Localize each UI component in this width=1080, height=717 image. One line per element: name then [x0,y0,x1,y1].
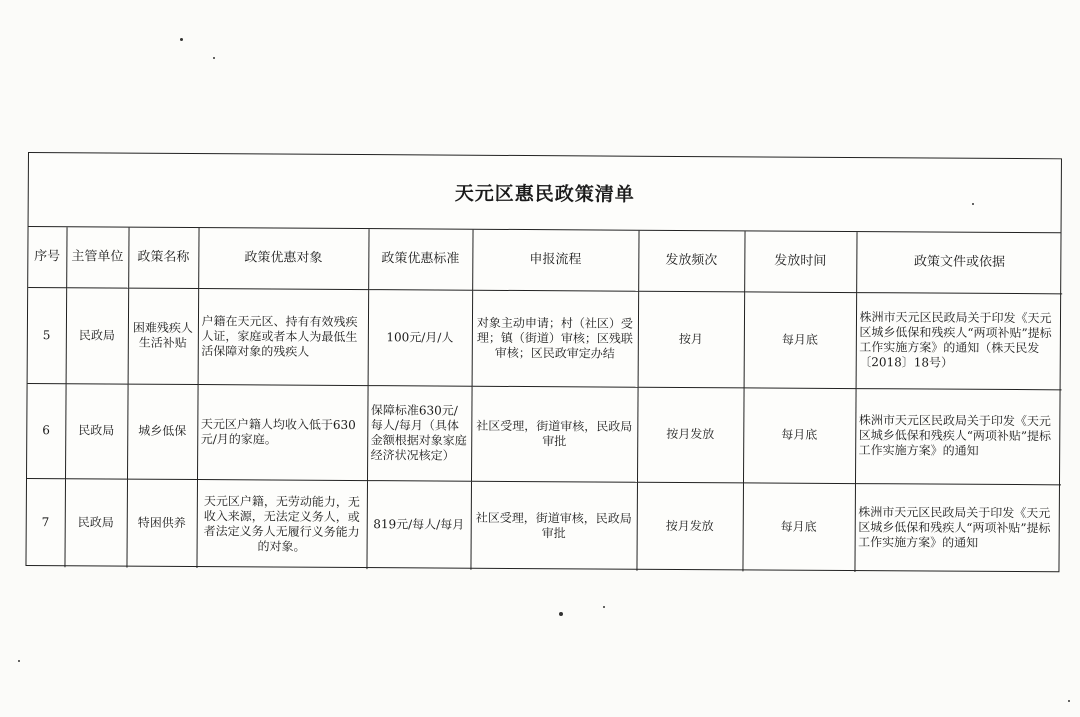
header-basis: 政策文件或依据 [856,232,1062,293]
cell-process: 社区受理，街道审核，民政局审批 [471,386,638,482]
cell-no: 7 [26,478,65,567]
cell-standard: 100元/月/人 [368,289,473,386]
scan-speck [972,203,974,205]
scan-speck [1068,700,1070,702]
policy-document [25,152,1062,572]
header-standard: 政策优惠标准 [368,229,472,290]
document-title: 天元区惠民政策清单 [29,153,1061,233]
header-frequency: 发放频次 [638,231,744,292]
header-no: 序号 [28,227,66,287]
cell-frequency: 按月 [638,291,745,388]
cell-time: 每月底 [744,291,857,388]
cell-basis: 株洲市天元区民政局关于印发《天元区城乡低保和残疾人“两项补贴”提标工作实施方案》的通知 [854,483,1061,573]
policy-table [26,227,1062,573]
cell-no: 5 [28,287,67,383]
table-header-row [28,227,1062,293]
cell-target: 天元区户籍人均收入低于630元/月的家庭。 [197,384,368,480]
cell-dept: 民政局 [64,478,127,567]
header-target: 政策优惠对象 [198,228,368,289]
cell-no: 6 [27,383,66,478]
cell-target: 户籍在天元区、持有有效残疾人证，家庭或者本人为最低生活保障对象的残疾人 [198,288,369,385]
header-time: 发放时间 [744,231,856,292]
cell-name: 特困供养 [126,479,197,568]
cell-target: 天元区户籍，无劳动能力，无收入来源，无法定义务人，或者法定义务人无履行义务能力的对象。 [196,479,367,569]
cell-name: 城乡低保 [127,384,198,479]
cell-basis: 株洲市天元区民政局关于印发《天元区城乡低保和残疾人“两项补贴”提标工作实施方案》的通知 [855,388,1062,484]
table-row [27,383,1062,484]
scan-speck [603,606,605,608]
table-row [26,478,1061,573]
cell-time: 每月底 [742,482,855,572]
cell-dept: 民政局 [66,287,129,383]
scan-speck [559,612,563,616]
header-process: 申报流程 [472,230,638,291]
scan-speck [18,660,20,662]
cell-time: 每月底 [743,387,856,483]
cell-name: 困难残疾人生活补贴 [128,288,199,384]
cell-standard: 819元/每人/每月 [366,480,471,570]
cell-standard: 保障标准630元/每人/每月（具体金额根据对象家庭经济状况核定） [367,385,472,481]
cell-dept: 民政局 [65,383,128,478]
cell-basis: 株洲市天元区民政局关于印发《天元区城乡低保和残疾人“两项补贴”提标工作实施方案》的通知（株天民发〔2018〕18号） [856,292,1063,389]
scan-speck [213,57,215,59]
scan-speck [180,38,183,41]
cell-process: 社区受理，街道审核，民政局审批 [470,481,637,571]
header-dept: 主管单位 [66,227,128,287]
cell-frequency: 按月发放 [636,482,743,572]
table-row [28,287,1063,389]
cell-process: 对象主动申请；村（社区）受理；镇（街道）审核；区残联审核；区民政审定办结 [472,290,639,387]
cell-frequency: 按月发放 [637,387,744,483]
header-name: 政策名称 [128,228,198,288]
